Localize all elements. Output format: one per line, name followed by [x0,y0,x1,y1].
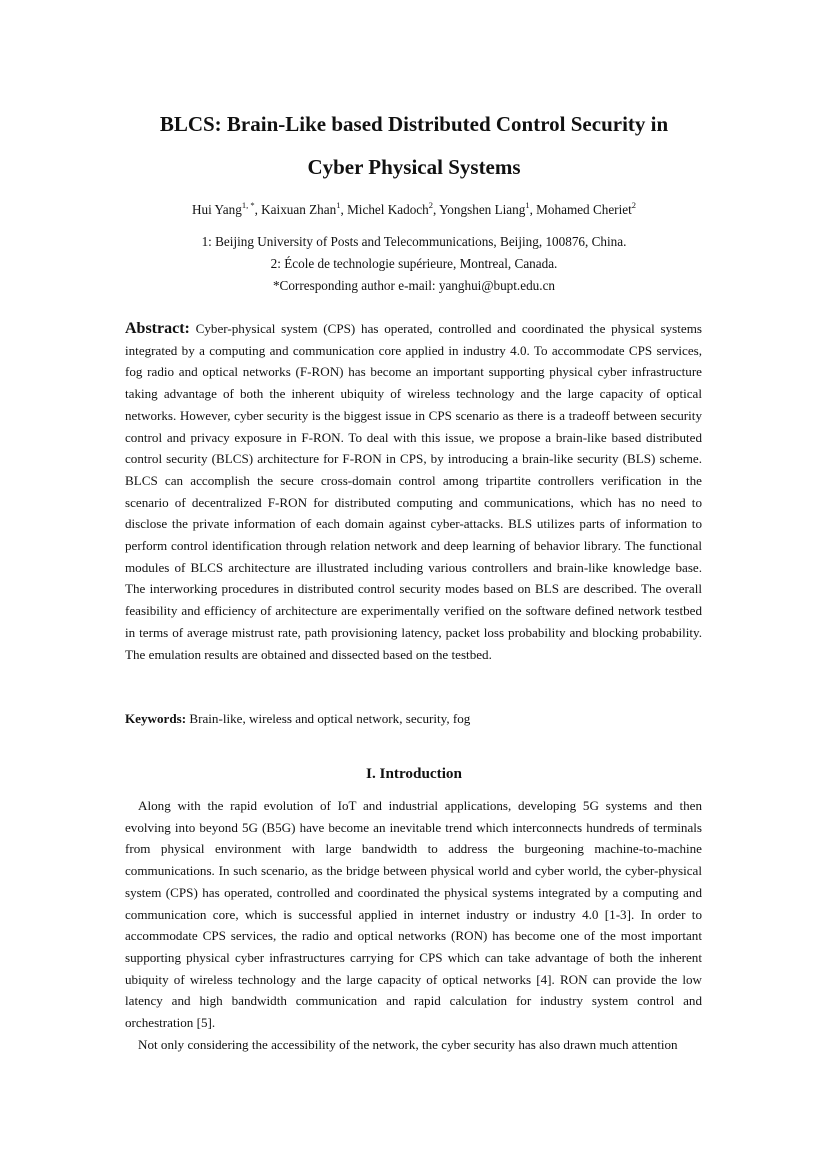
paper-title [100,103,728,189]
author: Mohamed Cheriet$^2$ [536,199,637,217]
title-line-1: BLCS: Brain-Like based Distributed Control Security in [159,112,669,136]
abstract-label: Abstract: [125,320,190,337]
title-line-2: Cyber Physical Systems [307,155,521,179]
intro-paragraph-2: Not only considering the accessibility of the network, the cyber security has also drawn much attention [138,1037,678,1052]
abstract-text: Cyber-physical system (CPS) has operated, controlled and coordinated the physical systems integrated by a computing and communication core applied in industry 4.0. To accommodate CPS services, fog radio and optical networks (F-RON) has become an important supporting physical cyber infrastructure taking advantage of both the inherent ubiquity of wireless technology and the large capacity of optical networks. However, cyber security is the biggest issue in CPS scenario as there is a tradeoff between security control and privacy exposure in F-RON. To deal with this issue, we propose a brain-like based distributed control security (BLCS) architecture for F-RON in CPS, by introducing a brain-like security (BLS) scheme. BLCS can accomplish the secure cross-domain control among tripartite controllers verification in the scenario of decentralized F-RON for distributed computing and communications, which has no need to disclose the private information of each domain against cyber-attacks. BLS utilizes parts of information to perform control identification through relation network and deep learning of behavior library. The functional modules of BLCS architecture are illustrated including various controllers and brain-like knowledge base. The interworking procedures in distributed control security modes based on BLS are described. The overall feasibility and efficiency of architecture are experimentally verified on the software defined network testbed in terms of average mistrust rate, path provisioning latency, packet loss probability and blocking probability. The emulation results are obtained and dissected based on the testbed. [125,321,702,662]
author: Yongshen Liang$^1$, [439,199,537,217]
abstract [125,318,702,665]
keywords [125,708,702,730]
author-list [100,200,728,220]
keywords-label: Keywords: [125,711,187,726]
section-heading-introduction: I. Introduction [366,765,462,782]
corresponding-email: *Corresponding author e-mail: yanghui@bupt.edu.cn [272,278,556,293]
author: Kaixuan Zhan$^1$, [261,199,348,217]
intro-paragraph-1: Along with the rapid evolution of IoT and industrial applications, developing 5G systems and then evolving into beyond 5G (B5G) have become an inevitable trend which interconnects hundreds of terminals from physical environment with large bandwidth to address the burgeoning machine-to-machine communications. In such scenario, as the bridge between physical world and cyber world, the cyber-physical system (CPS) has operated, controlled and coordinated the physical systems integrated by a computing and communication core, which is successful applied in internet industry or industry 4.0 [1-3]. In order to accommodate CPS services, the radio and optical networks (RON) has become one of the most important supporting physical cyber infrastructures carrying for CPS which can take advantage of both the inherent ubiquity of wireless technology and the large capacity of optical networks [4]. RON can provide the low latency and high bandwidth communication and rapid calculation for industry system control and orchestration [5]. [125,798,702,1031]
author: Michel Kadoch$^2$, [347,199,440,217]
affiliation-2: 2: École de technologie supérieure, Montreal, Canada. [270,256,558,271]
affiliation-1: 1: Beijing University of Posts and Telecommunications, Beijing, 100876, China. [201,234,627,249]
keywords-text: Brain-like, wireless and optical network, security, fog [189,711,471,726]
author: Hui Yang$^{1, *}$, [191,199,262,217]
